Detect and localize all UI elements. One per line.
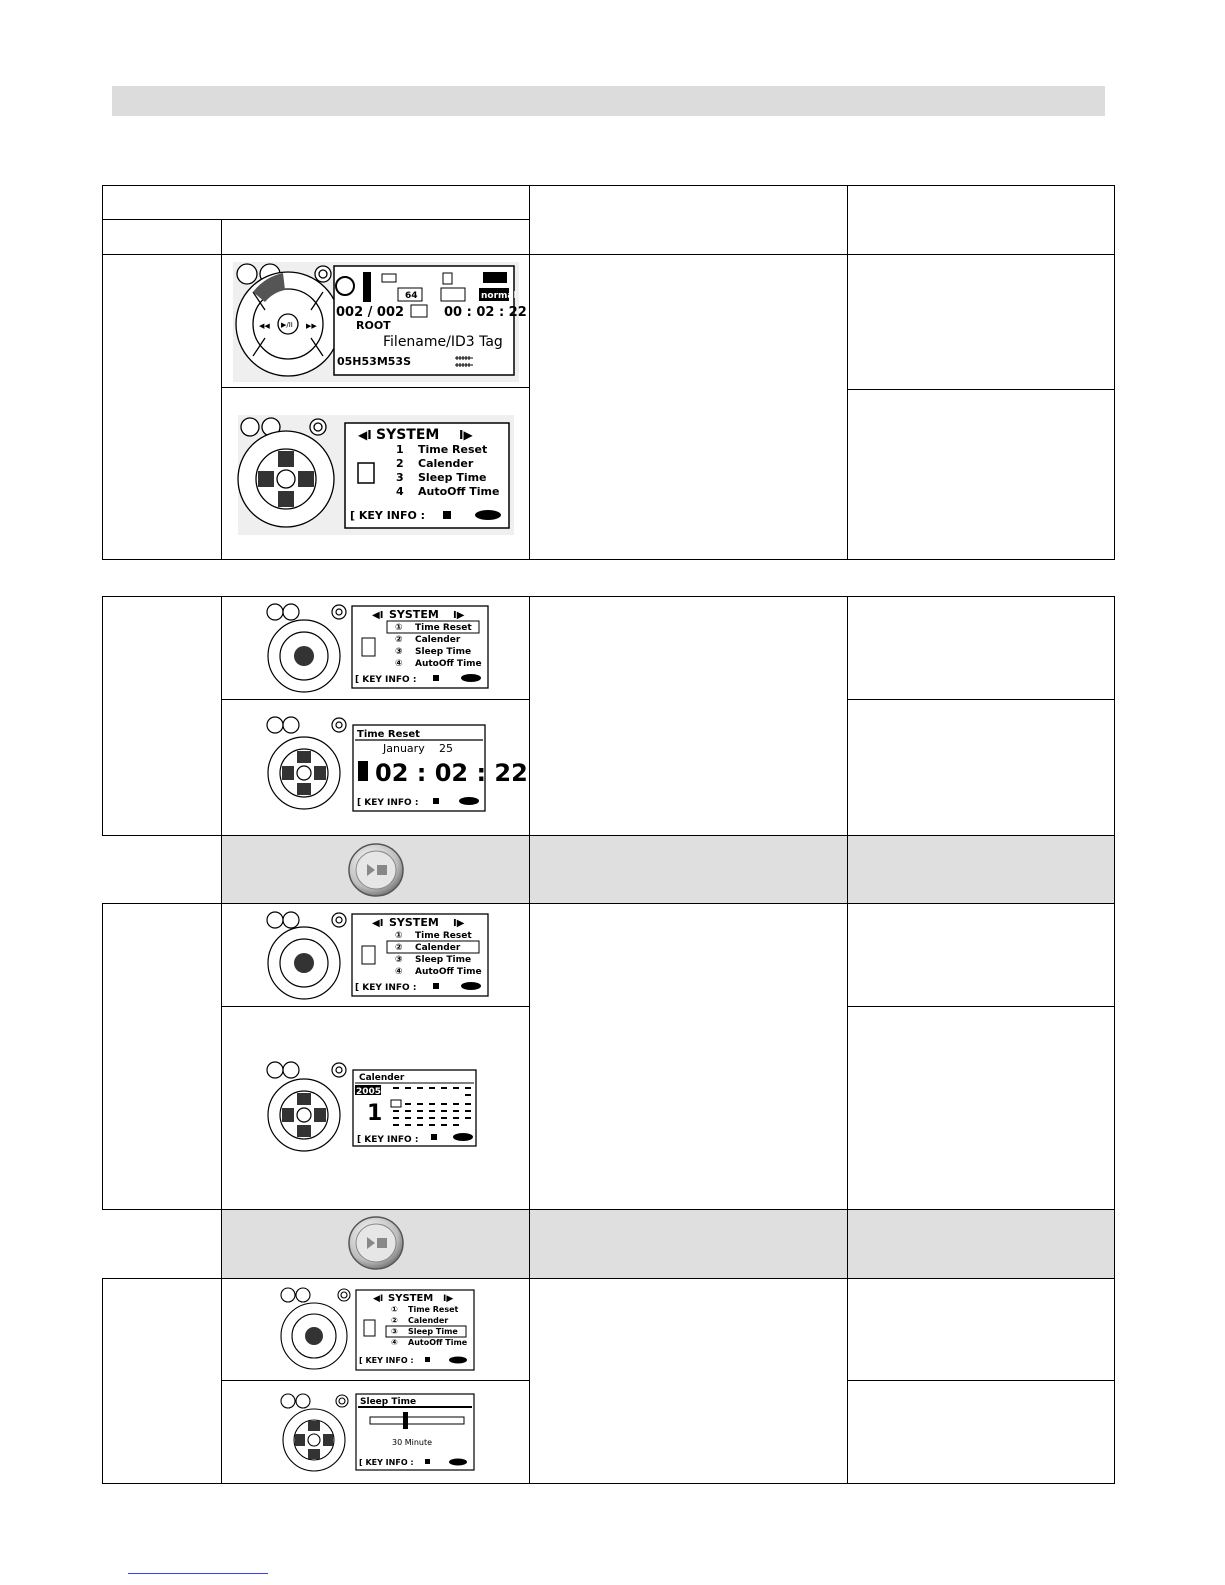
- svg-text:①: ①: [391, 1305, 398, 1314]
- svg-text:I▶: I▶: [459, 428, 473, 442]
- svg-text:②: ②: [395, 635, 403, 645]
- svg-text:③: ③: [395, 647, 403, 657]
- svg-text:Time Reset: Time Reset: [415, 623, 472, 633]
- menu-item-time-reset: Time Reset: [418, 443, 488, 456]
- svg-text:Calender: Calender: [415, 635, 461, 645]
- svg-text:[ KEY INFO :: [ KEY INFO :: [359, 1458, 414, 1467]
- calendar-month: 1: [367, 1101, 383, 1126]
- svg-text:②: ②: [395, 943, 403, 953]
- button-wheel: [236, 264, 340, 376]
- play-time: 00 : 02 : 22: [444, 305, 527, 320]
- sleep-slider-handle: [403, 1412, 408, 1429]
- clock-value: 02 : 02 : 22: [375, 759, 528, 787]
- system-menu-figure-1: [238, 415, 514, 535]
- svg-text:AutoOff Time: AutoOff Time: [408, 1338, 468, 1347]
- svg-text:▶/II: ▶/II: [281, 321, 293, 329]
- svg-text:I▶: I▶: [453, 918, 465, 929]
- svg-text:[ KEY INFO :: [ KEY INFO :: [359, 1356, 414, 1365]
- player-play-figure: [233, 262, 527, 382]
- svg-text:◀I: ◀I: [373, 1294, 384, 1304]
- menu-item-calender: Calender: [418, 457, 474, 470]
- svg-text:④: ④: [395, 967, 403, 977]
- svg-text:AutoOff Time: AutoOff Time: [415, 967, 482, 977]
- svg-text:Time Reset: Time Reset: [415, 931, 472, 941]
- song-tag: Filename/ID3 Tag: [383, 334, 503, 350]
- sleep-time-figure: [278, 1392, 478, 1474]
- menu-item-autooff-time: AutoOff Time: [418, 485, 500, 498]
- section-title-bar: [112, 86, 1105, 116]
- svg-text:Sleep Time: Sleep Time: [415, 647, 472, 657]
- svg-text:[ KEY INFO :: [ KEY INFO :: [357, 798, 419, 808]
- svg-text:[ KEY INFO :: [ KEY INFO :: [355, 675, 417, 685]
- system-menu-figure-calender: [263, 910, 491, 1002]
- calendar-figure: [263, 1060, 491, 1160]
- svg-text:③: ③: [391, 1327, 398, 1336]
- eq-label: normal: [481, 291, 517, 301]
- svg-text:Time Reset: Time Reset: [408, 1305, 459, 1314]
- svg-text:[ KEY INFO :: [ KEY INFO :: [357, 1135, 419, 1145]
- play-stop-button-icon: [347, 843, 405, 898]
- svg-text:2: 2: [396, 457, 404, 470]
- menu-title: SYSTEM: [376, 427, 440, 443]
- svg-text:◀I: ◀I: [358, 428, 372, 442]
- menu-item-sleep-time: Sleep Time: [418, 471, 487, 484]
- svg-text:①: ①: [395, 931, 403, 941]
- svg-text:Sleep Time: Sleep Time: [408, 1327, 458, 1336]
- center-button-highlight: [294, 646, 314, 666]
- month-value: January: [383, 742, 425, 755]
- day-value: 25: [439, 742, 453, 755]
- track-counter: 002 / 002: [336, 305, 405, 320]
- time-reset-title: Time Reset: [357, 729, 420, 740]
- footer-link-underline: [128, 1573, 268, 1574]
- svg-text:◀I: ◀I: [372, 918, 384, 929]
- svg-text:◀I: ◀I: [372, 610, 384, 621]
- svg-text:AutoOff Time: AutoOff Time: [415, 659, 482, 669]
- svg-text:3: 3: [396, 471, 404, 484]
- folder-name: ROOT: [356, 319, 391, 332]
- svg-text:Calender: Calender: [408, 1316, 449, 1325]
- calendar-year: 2005: [356, 1087, 382, 1097]
- system-menu-figure-time-reset: [263, 602, 491, 694]
- svg-text:④: ④: [391, 1338, 398, 1347]
- svg-text:SYSTEM: SYSTEM: [389, 916, 439, 929]
- svg-text:I▶: I▶: [443, 1294, 454, 1304]
- svg-text:Sleep Time: Sleep Time: [415, 955, 472, 965]
- system-menu-figure-sleep: [278, 1286, 478, 1374]
- svg-text:④: ④: [395, 659, 403, 669]
- key-info: [ KEY INFO :: [350, 509, 426, 522]
- svg-text:1: 1: [396, 443, 404, 456]
- bitrate-label: 64: [405, 291, 418, 301]
- svg-text:SYSTEM: SYSTEM: [389, 608, 439, 621]
- svg-text:◀◀: ◀◀: [259, 322, 270, 330]
- sleep-value: 30 Minute: [392, 1438, 433, 1447]
- svg-text:②: ②: [391, 1316, 398, 1325]
- svg-text:Calender: Calender: [415, 943, 461, 953]
- svg-text:①: ①: [395, 623, 403, 633]
- svg-text:SYSTEM: SYSTEM: [388, 1293, 434, 1304]
- svg-text:I▶: I▶: [453, 610, 465, 621]
- play-stop-button-icon-2: [347, 1216, 405, 1271]
- calendar-title: Calender: [359, 1073, 405, 1083]
- svg-text:▶▶: ▶▶: [306, 322, 317, 330]
- sleep-title: Sleep Time: [360, 1397, 417, 1407]
- time-reset-figure: [263, 715, 528, 815]
- svg-text:③: ③: [395, 955, 403, 965]
- remaining-time: 05H53M53S: [337, 355, 411, 368]
- svg-text:4: 4: [396, 485, 404, 498]
- svg-text:[ KEY INFO :: [ KEY INFO :: [355, 983, 417, 993]
